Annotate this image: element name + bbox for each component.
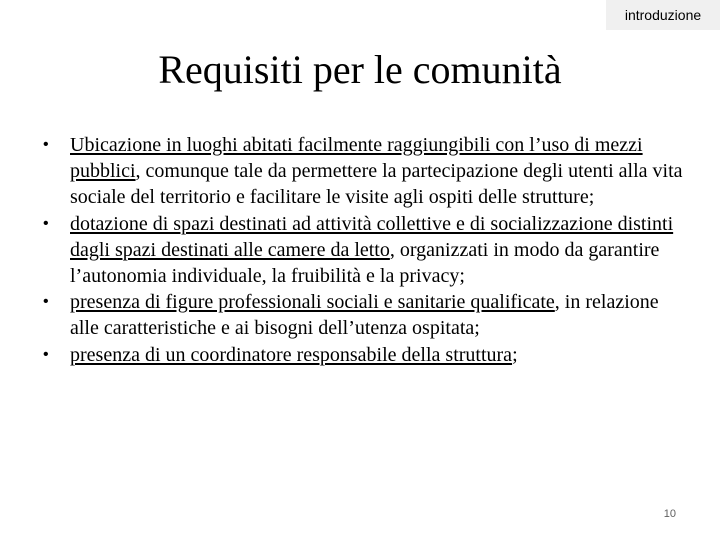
bullet-text: , in relazione alle caratteristiche e ai bisogni dell’utenza ospitata; [70,291,659,340]
bullet-underlined-text: dotazione di spazi destinati ad attività collettive e di socializzazione distinti dagli spazi destinati alle camere da letto [70,212,674,261]
bullet-underlined-text: Ubicazione in luoghi abitati facilmente raggiungibili con l’uso di mezzi pubblici [70,134,643,183]
bullet-dot-icon: • [43,293,49,311]
bullet-item-coordinator [43,342,690,368]
bullet-item-staff [43,289,690,341]
bullet-text: , comunque tale da permettere la partecipazione degli utenti alla vita sociale del territorio e facilitare le visite agli ospiti delle strutture; [70,160,683,209]
bullet-dot-icon: • [43,214,49,232]
bullet-dot-icon: • [43,136,49,153]
page-number: 10 [663,508,676,520]
bullet-underlined-text: presenza di figure professionali sociali e sanitarie qualificate [70,291,555,314]
bullet-list [43,132,690,368]
bullet-text: ; [512,343,518,366]
section-tag: introduzione [606,0,720,30]
bullet-item-spaces [43,211,690,290]
bullet-dot-icon: • [43,345,49,363]
bullet-underlined-text: presenza di un coordinatore responsabile della struttura [70,343,513,366]
bullet-item-location [43,132,690,211]
slide-title: Requisiti per le comunità [158,47,562,92]
bullet-text: , organizzati in modo da garantire l’autonomia individuale, la fruibilità e la privacy; [70,238,660,288]
